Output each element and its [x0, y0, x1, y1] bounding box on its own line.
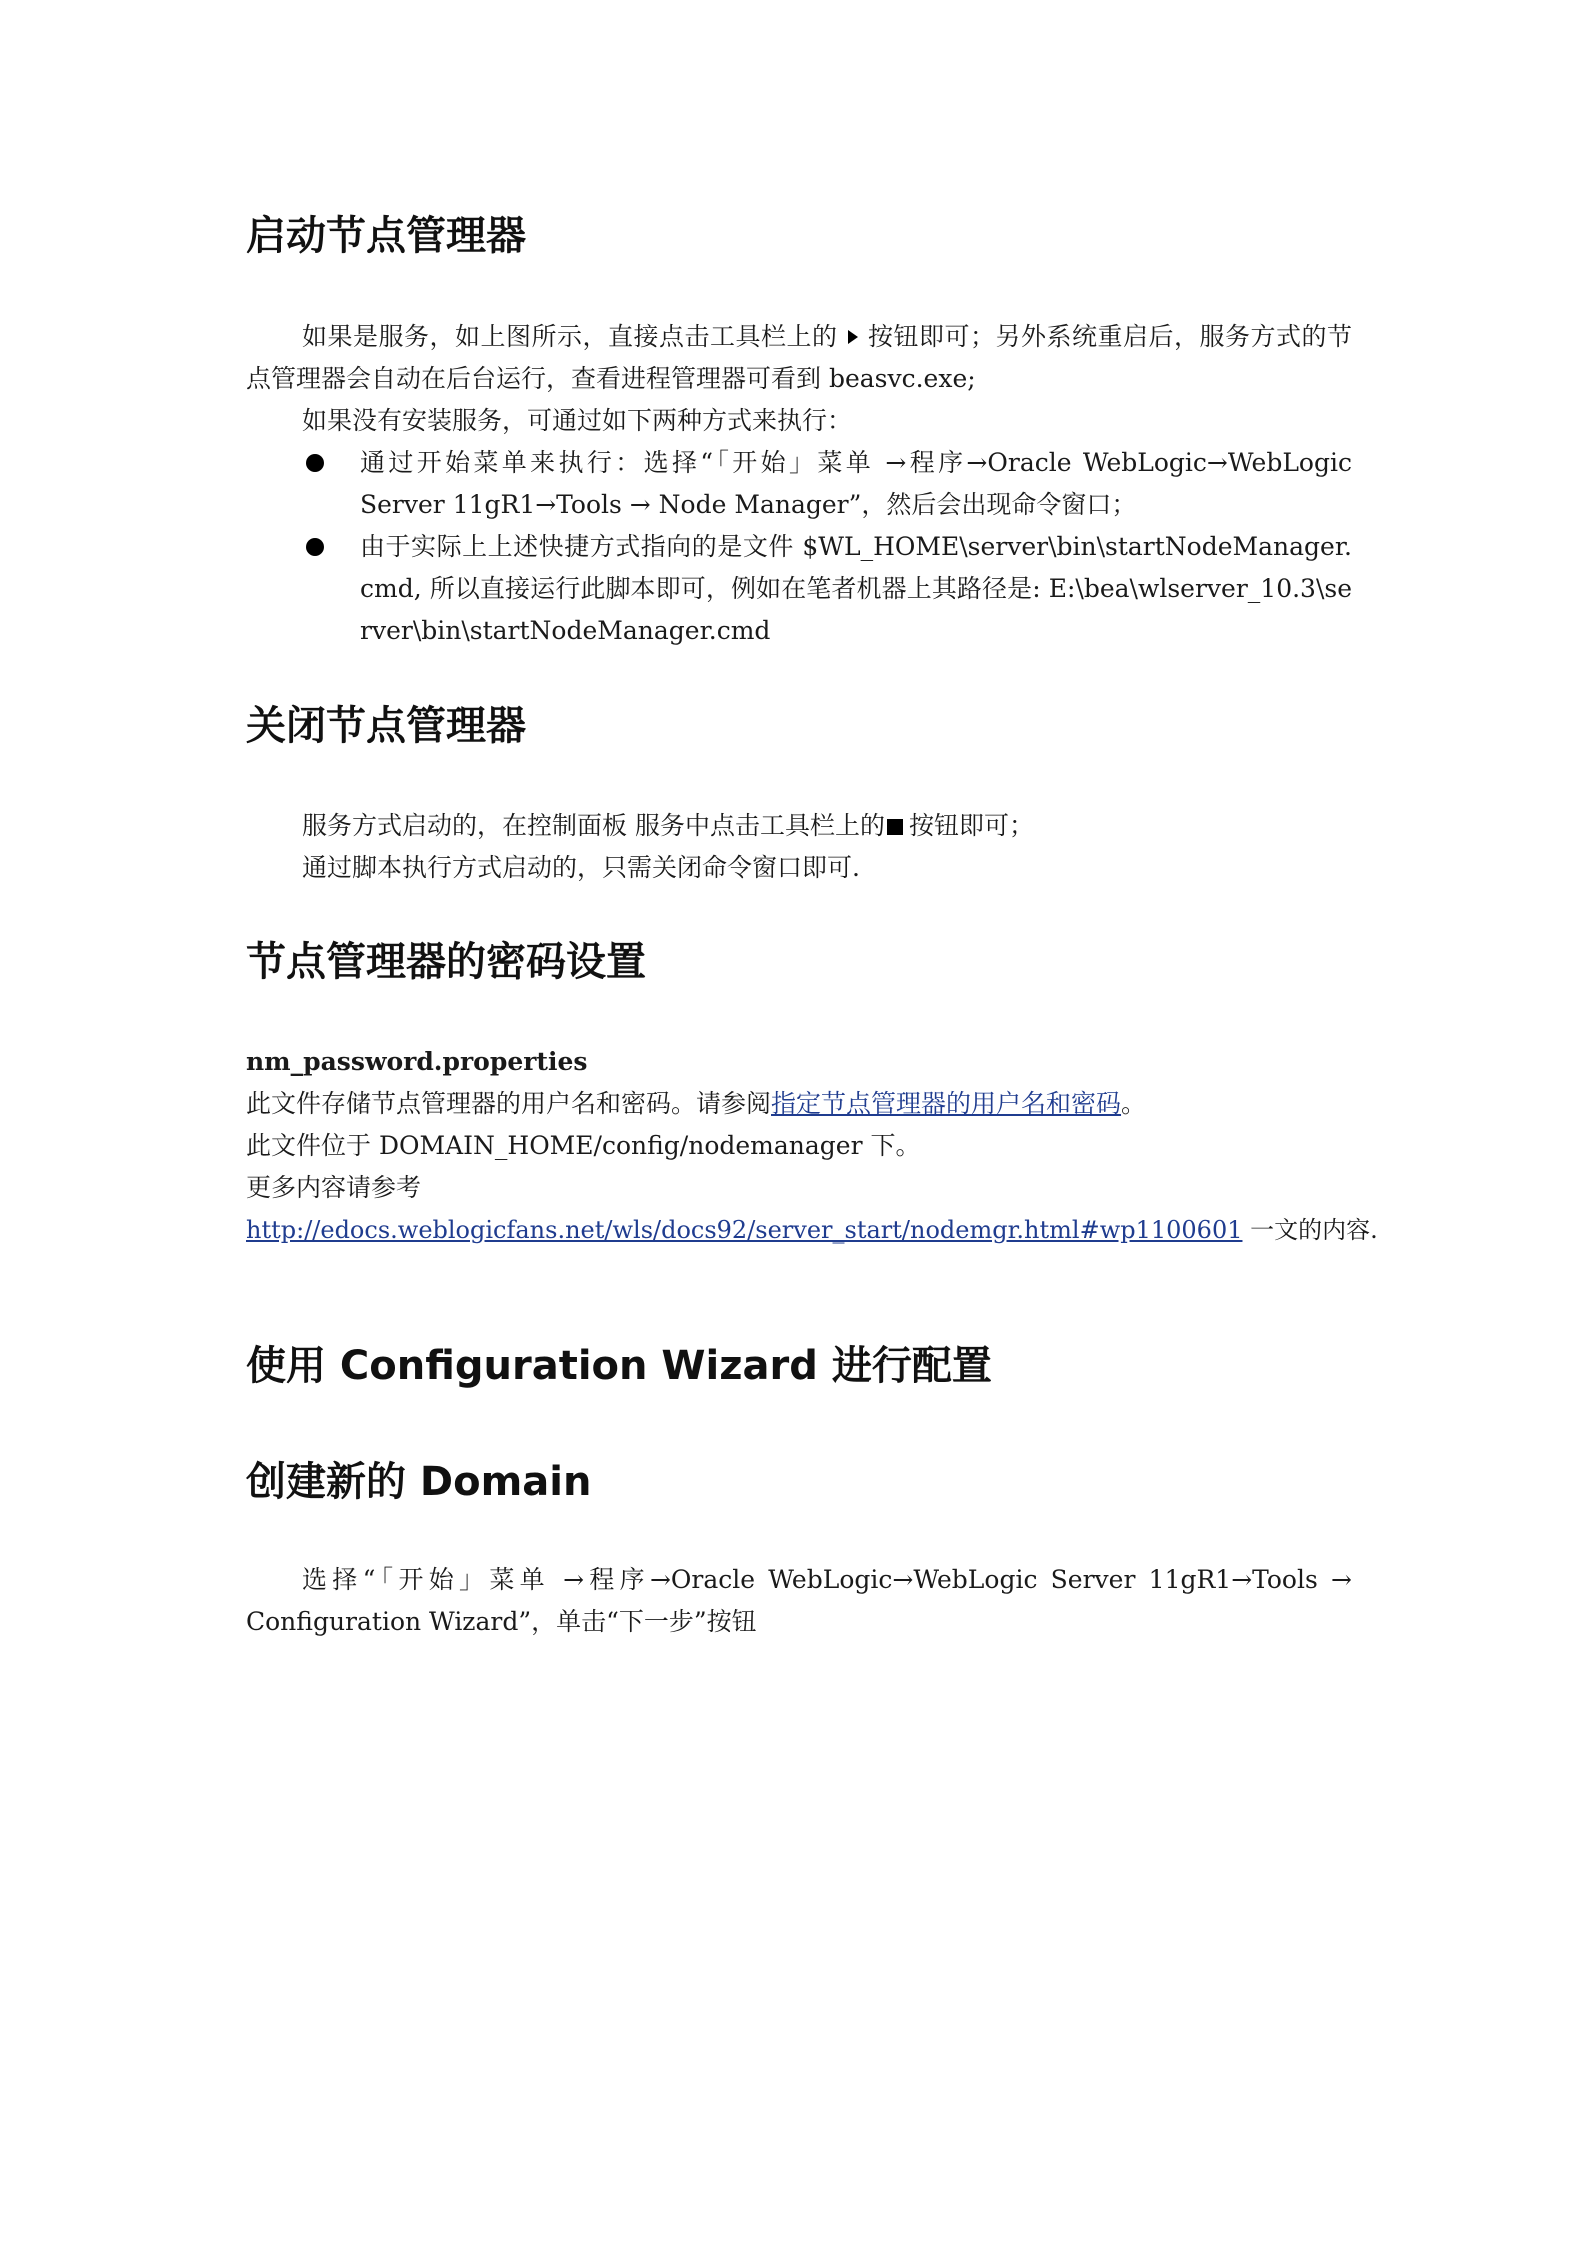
password-body: [246, 1041, 1378, 1251]
password-line-1: 此文件存储节点管理器的用户名和密码。请参阅指定节点管理器的用户名和密码。: [246, 1089, 1147, 1118]
start-nm-bullet-1: 通过开始菜单来执行：选择“「开始」菜单 →程序→Oracle WebLogic→WebLogic Server 11gR1→Tools → Node Manager”，然后会出现命令窗口；: [246, 442, 1352, 526]
heading-stop-node-manager: 关闭节点管理器: [246, 703, 526, 749]
stop-nm-paragraph-2: 通过脚本执行方式启动的，只需关闭命令窗口即可.: [302, 853, 860, 882]
stop-nm-paragraph-1: 服务方式启动的，在控制面板 服务中点击工具栏上的 按钮即可；: [302, 811, 1034, 840]
domain-body: [246, 1559, 1352, 1643]
section-password: [246, 938, 1352, 986]
domain-paragraph-1: 选择“「开始」菜单 →程序→Oracle WebLogic→WebLogic Server 11gR1→Tools → Configuration Wizard”，单击“下一步”按钮: [246, 1565, 1352, 1636]
stop-icon: [887, 819, 903, 835]
bullet-icon: [306, 538, 324, 556]
password-filename: nm_password.properties: [246, 1047, 588, 1076]
heading-wizard: 使用 Configuration Wizard 进行配置: [246, 1343, 992, 1389]
heading-start-node-manager: 启动节点管理器: [246, 213, 526, 259]
stop-nm-body: [246, 805, 1352, 889]
reference-url-link[interactable]: http://edocs.weblogicfans.net/wls/docs92/server_start/nodemgr.html#wp1100601: [246, 1216, 1243, 1244]
play-icon: [848, 330, 858, 344]
password-reference-line: http://edocs.weblogicfans.net/wls/docs92/server_start/nodemgr.html#wp1100601 一文的内容.: [246, 1216, 1378, 1244]
password-line-2: 此文件位于 DOMAIN_HOME/config/nodemanager 下。: [246, 1131, 921, 1160]
heading-password: 节点管理器的密码设置: [246, 939, 646, 985]
start-nm-paragraph-1: 如果是服务，如上图所示，直接点击工具栏上的 按钮即可；另外系统重启后，服务方式的节点管理器会自动在后台运行，查看进程管理器可看到 beasvc.exe;: [246, 322, 1352, 393]
bullet-icon: [306, 454, 324, 472]
start-nm-bullet-2: 由于实际上上述快捷方式指向的是文件 $WL_HOME\server\bin\startNodeManager.cmd, 所以直接运行此脚本即可，例如在笔者机器上其路径是: E:\bea\wlserver_10.3\server\bin\startNodeManager.cmd: [246, 526, 1352, 652]
section-wizard: [246, 1342, 1352, 1390]
nm-credentials-link[interactable]: 指定节点管理器的用户名和密码: [771, 1089, 1122, 1118]
password-line-3: 更多内容请参考: [246, 1173, 422, 1202]
heading-create-domain: 创建新的 Domain: [246, 1459, 592, 1505]
section-domain: [246, 1458, 1352, 1506]
section-stop-node-manager: [246, 702, 1352, 750]
section-start-node-manager: [246, 212, 1352, 260]
start-nm-body: [246, 316, 1352, 652]
start-nm-paragraph-2: 如果没有安装服务，可通过如下两种方式来执行：: [302, 406, 853, 435]
